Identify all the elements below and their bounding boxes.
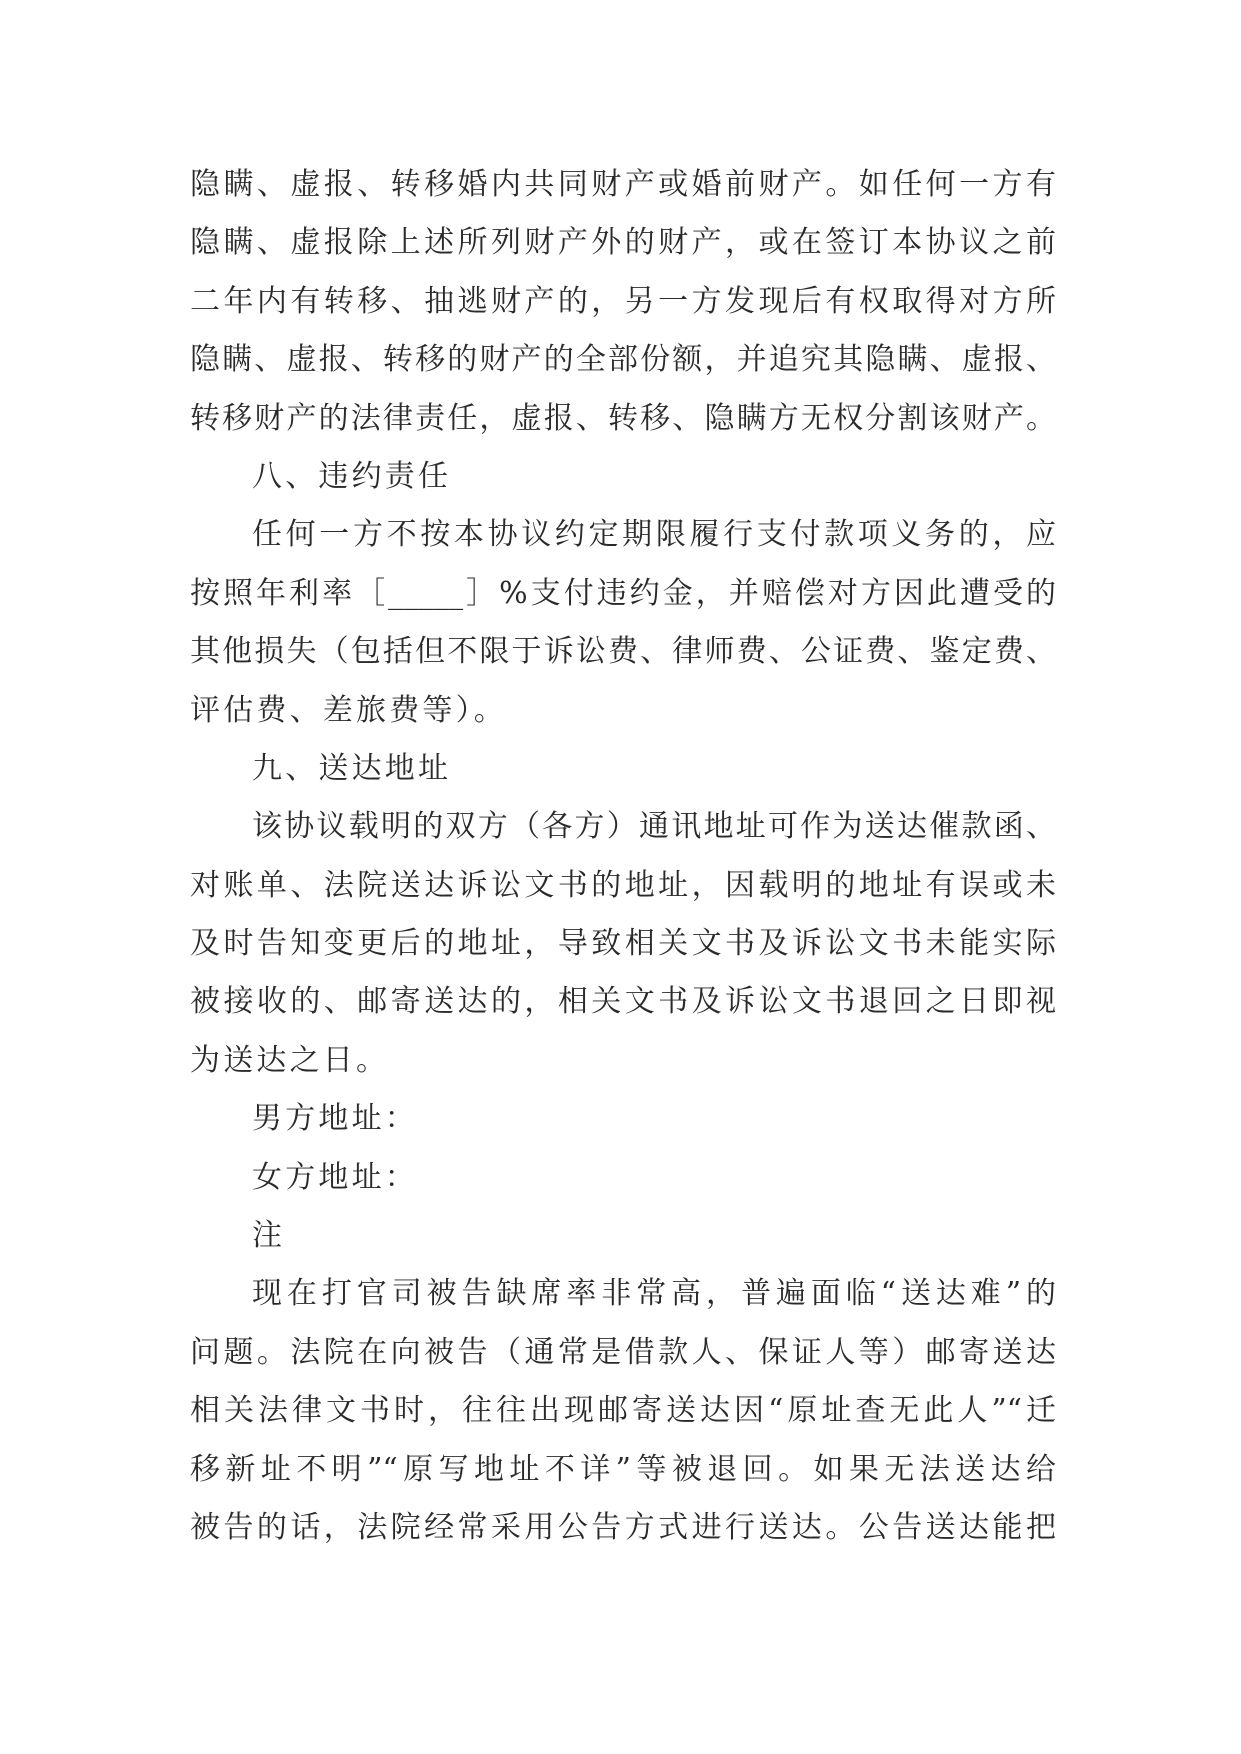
text-line: 任何一方不按本协议约定期限履行支付款项义务的，应 [252,517,1056,553]
text-line: 八、违约责任 [252,458,452,494]
text-line: 该协议载明的双方（各方）通讯地址可作为送达催款函、 [252,809,1056,845]
text-line: 对账单、法院送达诉讼文书的地址，因载明的地址有误或未 [190,867,1056,903]
text-line: 隐瞒、虚报、转移婚内共同财产或婚前财产。如任何一方有 [190,167,1056,202]
text-line: 注 [252,1218,286,1254]
text-line: 女方地址： [252,1159,418,1195]
text-line: 移新址不明”“原写地址不详”等被退回。如果无法送达给 [190,1451,1056,1487]
text-line: 按照年利率［_____］%支付违约金，并赔偿对方因此遭受的 [190,575,1056,611]
text-line: 及时告知变更后的地址，导致相关文书及诉讼文书未能实际 [190,926,1056,962]
text-line: 现在打官司被告缺席率非常高，普遍面临“送达难”的 [252,1276,1056,1312]
text-line: 为送达之日。 [190,1042,390,1078]
text-line: 转移财产的法律责任，虚报、转移、隐瞒方无权分割该财产。 [190,400,1056,436]
document-body [190,156,1056,1557]
text-line: 相关法律文书时，往往出现邮寄送达因“原址查无此人”“迁 [190,1393,1056,1429]
text-line: 男方地址： [252,1101,418,1137]
text-line: 问题。法院在向被告（通常是借款人、保证人等）邮寄送达 [190,1334,1056,1370]
text-line: 隐瞒、虚报除上述所列财产外的财产，或在签订本协议之前 [190,225,1056,261]
text-line: 被接收的、邮寄送达的，相关文书及诉讼文书退回之日即视 [190,984,1056,1020]
text-line: 九、送达地址 [252,750,452,786]
text-line: 其他损失（包括但不限于诉讼费、律师费、公证费、鉴定费、 [190,634,1056,670]
text-line: 被告的话，法院经常采用公告方式进行送达。公告送达能把 [190,1509,1056,1545]
text-line: 二年内有转移、抽逃财产的，另一方发现后有权取得对方所 [190,283,1056,319]
text-line: 评估费、差旅费等）。 [190,692,507,728]
text-line: 隐瞒、虚报、转移的财产的全部份额，并追究其隐瞒、虚报、 [190,342,1056,378]
